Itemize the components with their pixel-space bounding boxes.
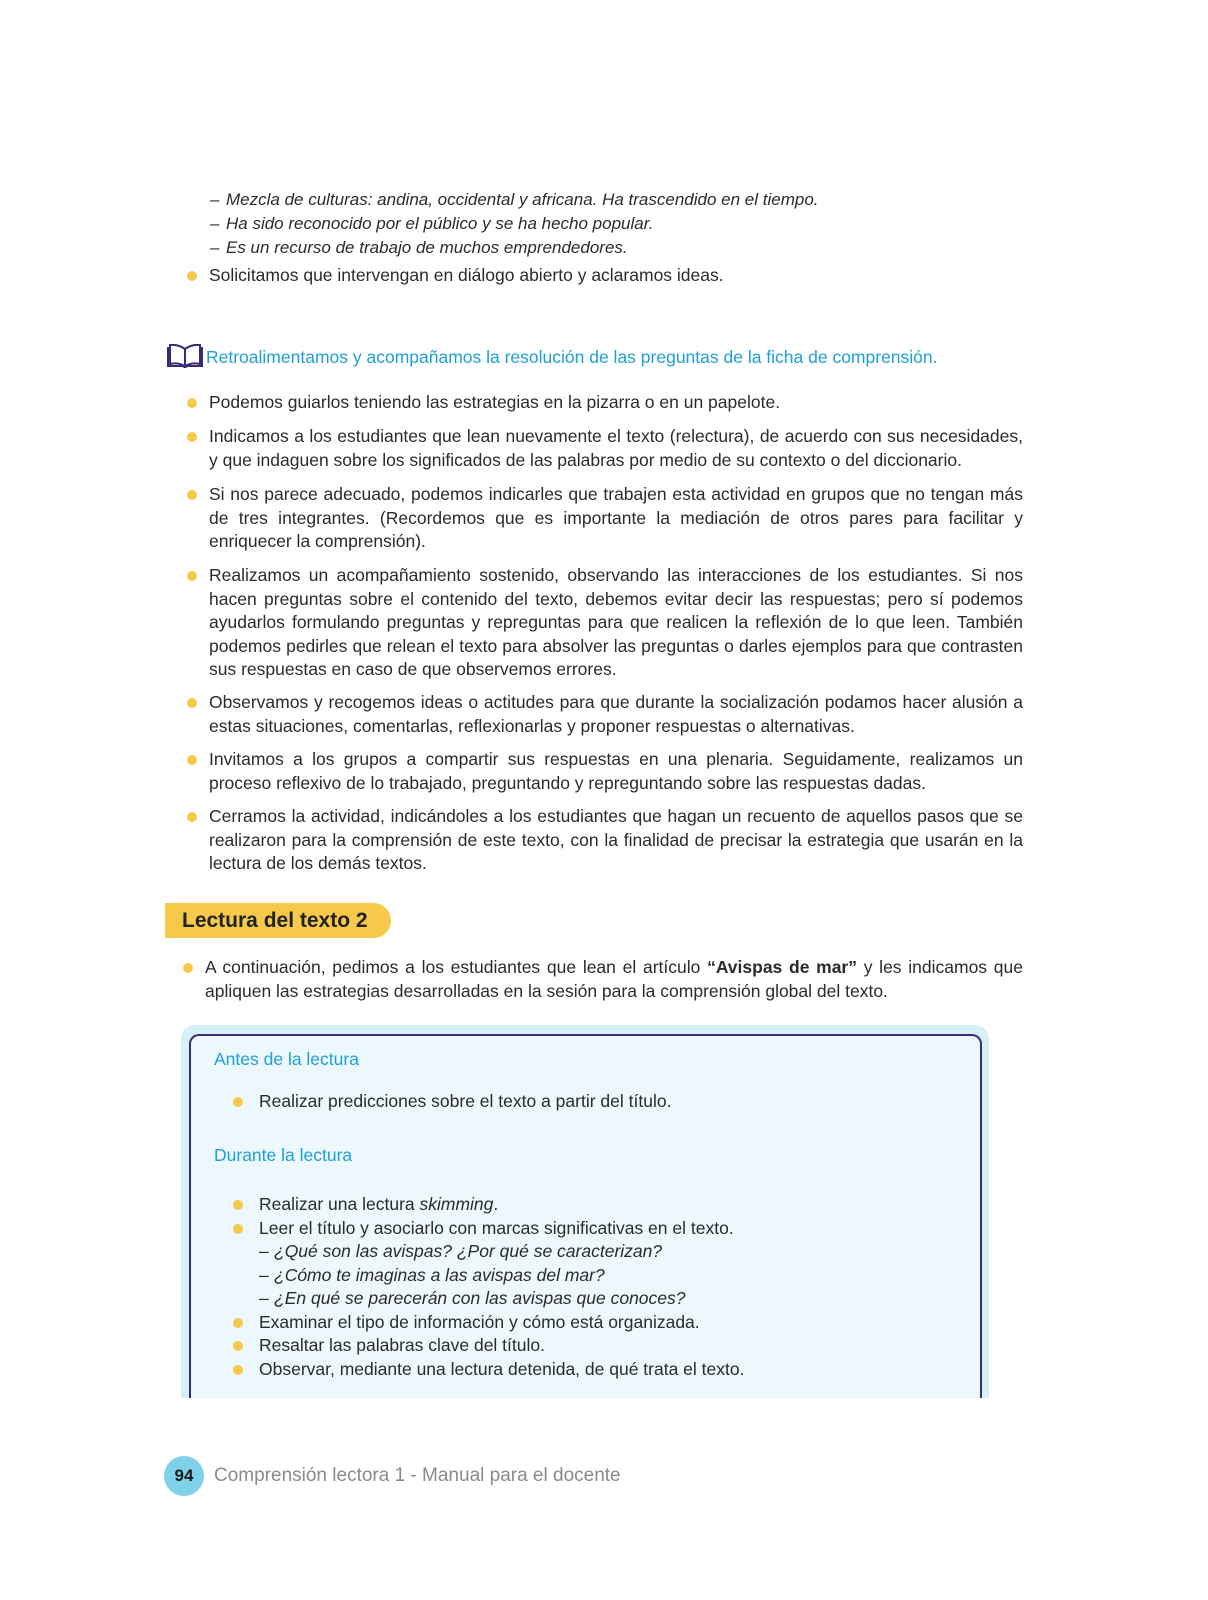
bullet-dot-icon [233,1365,243,1375]
page-footer [164,1456,621,1496]
bullet-dot-icon [233,1200,243,1210]
list-item: Resaltar las palabras clave del título. [233,1334,744,1358]
dash-item: – Ha sido reconocido por el público y se ha hecho popular. [210,214,654,233]
bullet-dot-icon [187,271,197,281]
bullet-item: Si nos parece adecuado, podemos indicarles que trabajen esta actividad en grupos que no tengan más de tres integrantes. (Recordemos que es importante la mediación de otros pares para facilitar y enriquecer la comprensión). [187,483,1023,554]
list-item: Examinar el tipo de información y cómo está organizada. [233,1311,744,1335]
bullet-item: Indicamos a los estudiantes que lean nuevamente el texto (relectura), de acuerdo con sus necesidades, y que indaguen sobre los significados de las palabras por medio de su contexto o del diccionario. [187,425,1023,472]
question-item: – ¿En qué se parecerán con las avispas que conoces? [259,1288,686,1308]
bullet-dot-icon [233,1341,243,1351]
antes-list [233,1090,671,1114]
bullet-dot-icon [187,490,197,500]
article-title: “Avispas de mar” [707,957,857,977]
antes-heading: Antes de la lectura [214,1049,359,1069]
bullet-dot-icon [187,432,197,442]
durante-list [233,1193,744,1381]
page-number-badge: 94 [164,1456,204,1496]
bullet-dot-icon [183,963,193,973]
bullet-item: Solicitamos que intervengan en diálogo abierto y aclaramos ideas. [187,264,1023,288]
bullet-item: Realizamos un acompañamiento sostenido, observando las interacciones de los estudiantes. Si nos hacen preguntas sobre el contenido del texto, debemos evitar decir las respuestas; pero sí podemos ayudarlos formulando preguntas y repreguntas para que realicen la reflexión de lo que leen. También podemos pedirles que relean el texto para absolver las preguntas o darles ejemplos para que contrasten sus respuestas en caso de que observemos errores. [187,564,1023,682]
bullet-item: Observamos y recogemos ideas o actitudes para que durante la socialización podamos hacer alusión a estas situaciones, comentarlas, reflexionarlas y proponer respuestas o alternativas. [187,691,1023,738]
list-item: Realizar predicciones sobre el texto a partir del título. [233,1090,671,1114]
section-tab-title: Lectura del texto 2 [182,909,368,932]
bullet-dot-icon [187,398,197,408]
bullet-item: Invitamos a los grupos a compartir sus respuestas en una plenaria. Seguidamente, realizamos un proceso reflexivo de lo trabajado, preguntando y repreguntando sobre las respuestas dadas. [187,748,1023,795]
page-cut-mask [170,1398,1000,1428]
top-dash-list [210,188,819,260]
bullet-item: Cerramos la actividad, indicándoles a los estudiantes que hagan un recuento de aquellos pasos que se realizaron para la comprensión de este texto, con la finalidad de precisar la estrategia que usarán en la lectura de los demás textos. [187,805,1023,876]
bullet-dot-icon [233,1224,243,1234]
durante-heading: Durante la lectura [214,1145,353,1165]
list-item: Observar, mediante una lectura detenida, de qué trata el texto. [233,1358,744,1382]
question-item: – ¿Cómo te imaginas a las avispas del mar? [259,1264,605,1285]
bullet-item: Podemos guiarlos teniendo las estrategias en la pizarra o en un papelote. [187,391,1023,415]
bullet-dot-icon [187,812,197,822]
bullet-dot-icon [233,1318,243,1328]
list-item: Leer el título y asociarlo con marcas significativas en el texto. [233,1217,744,1241]
list-item: Realizar una lectura skimming. [233,1193,744,1217]
dash-item: – Mezcla de culturas: andina, occidental y africana. Ha trascendido en el tiempo. [210,190,819,209]
footer-title: Comprensión lectora 1 - Manual para el docente [214,1465,621,1486]
bullet-dot-icon [187,571,197,581]
section-tab [165,903,391,938]
section-heading [166,344,938,370]
section-heading-text: Retroalimentamos y acompañamos la resolución de las preguntas de la ficha de comprensión. [206,346,938,367]
bullet-dot-icon [187,698,197,708]
dash-item: – Es un recurso de trabajo de muchos emprendedores. [210,238,628,257]
bullet-dot-icon [187,755,197,765]
intro-paragraph: A continuación, pedimos a los estudiantes que lean el artículo “Avispas de mar” y les indicamos que apliquen las estrategias desarrolladas en la sesión para la comprensión global del texto. [183,956,1023,1003]
bullet-dot-icon [233,1097,243,1107]
open-book-icon [166,344,204,370]
question-item: – ¿Qué son las avispas? ¿Por qué se caracterizan? [259,1241,663,1261]
